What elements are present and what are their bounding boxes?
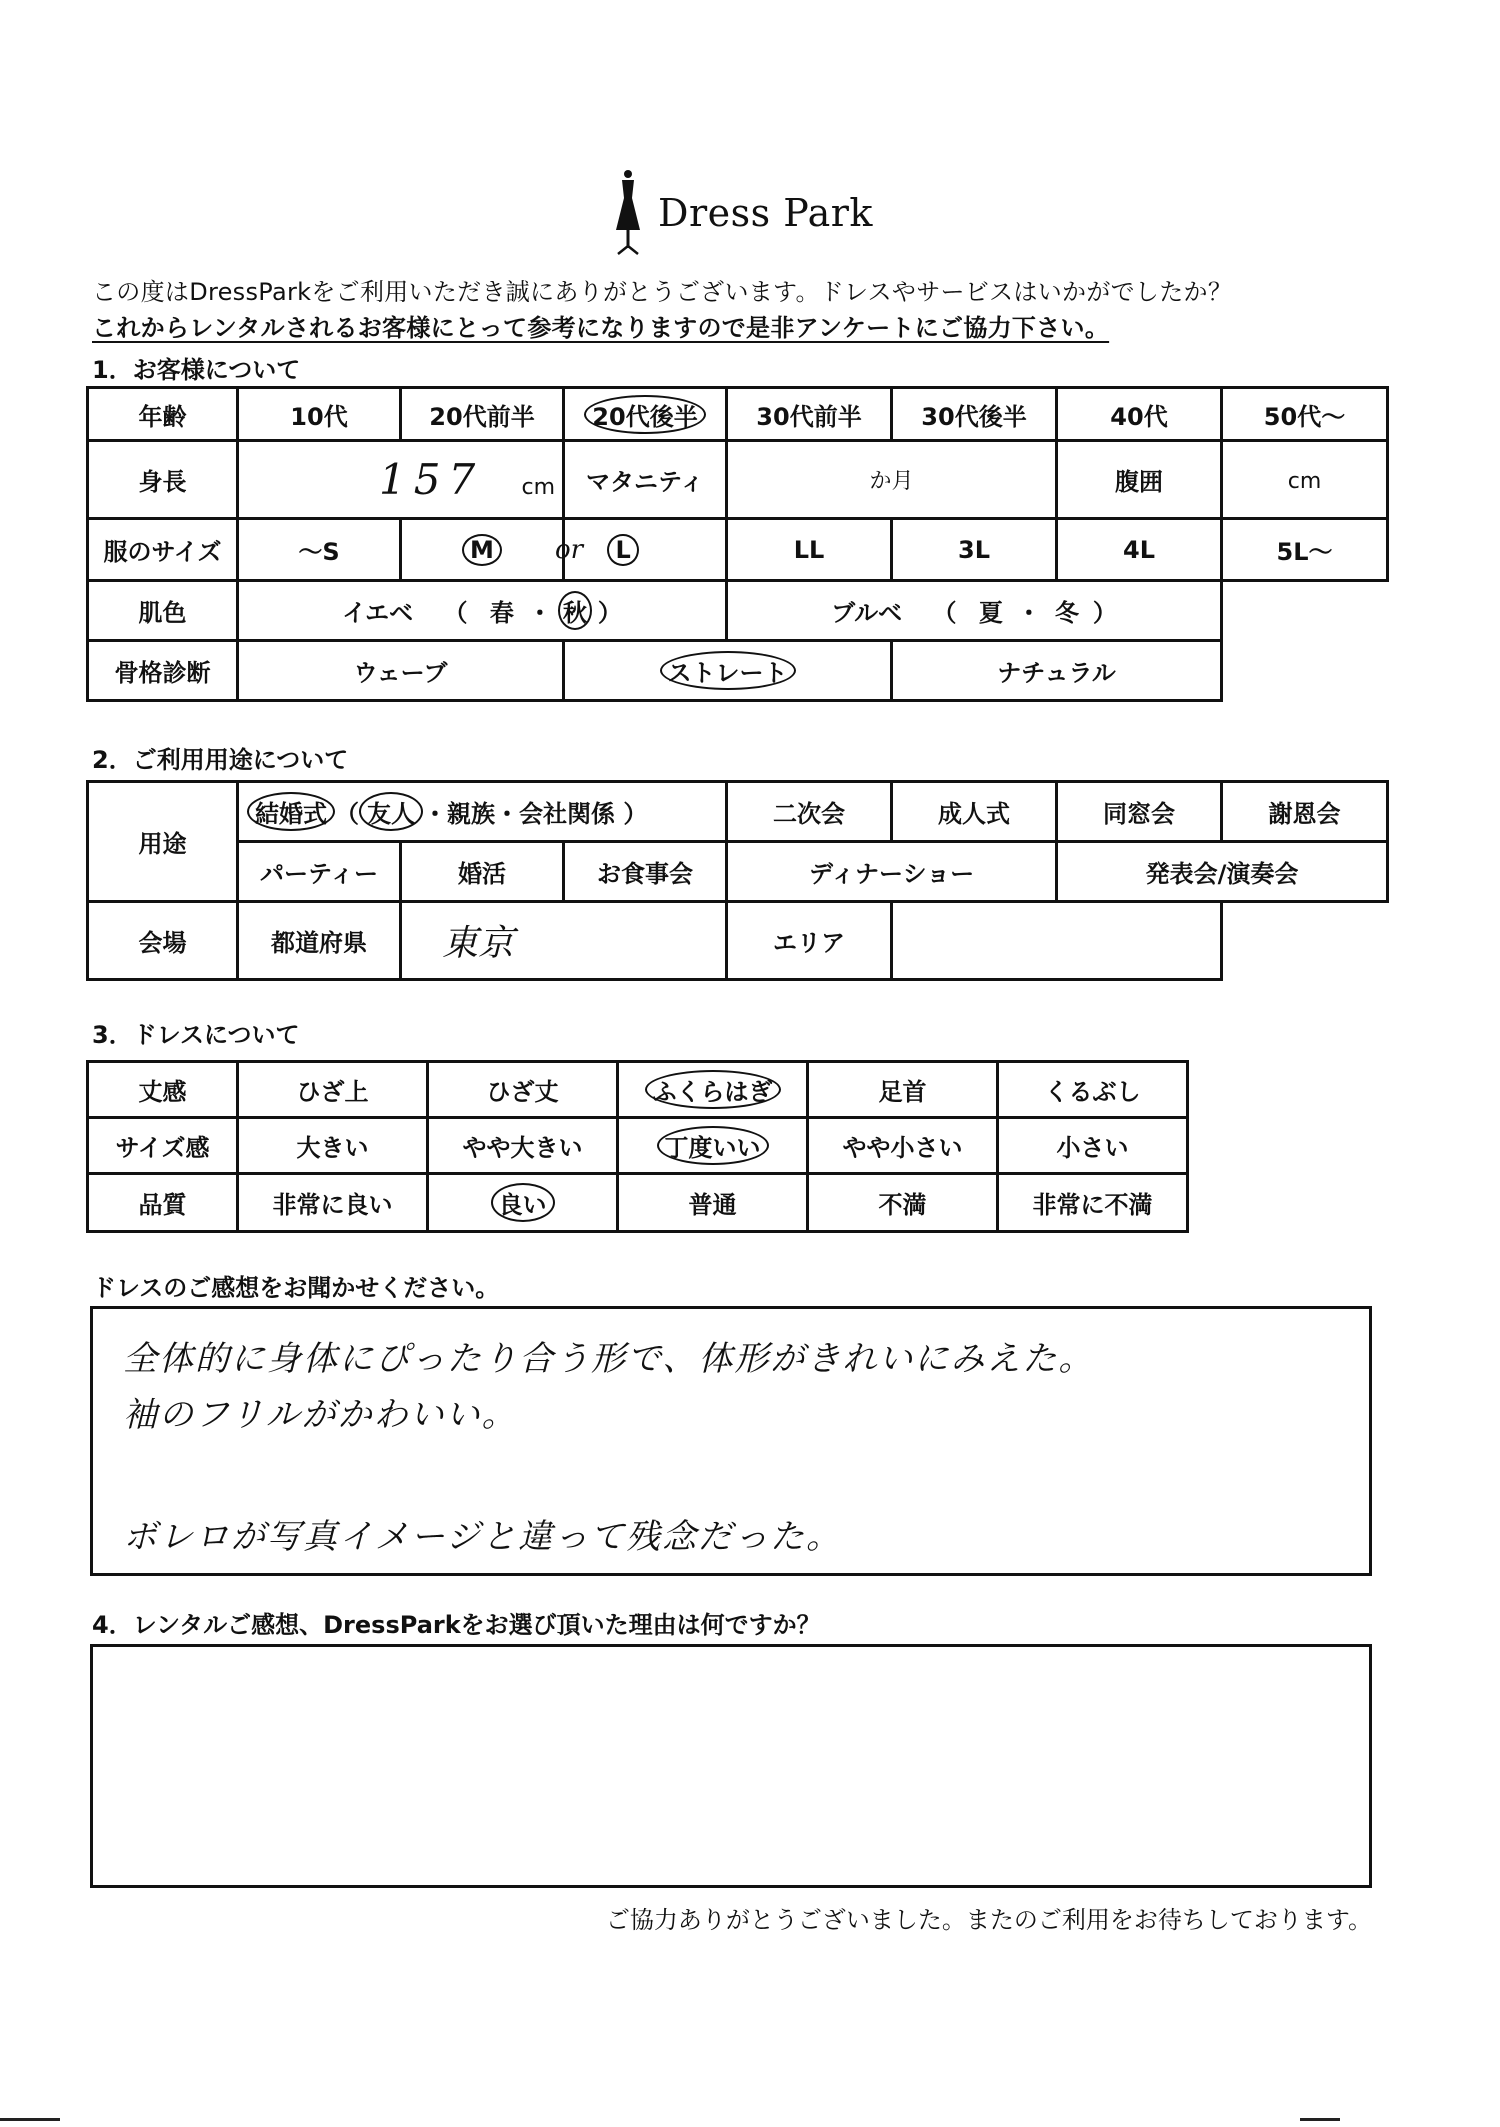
wedding-option[interactable]: 結婚式 （ 友人 ・親族・会社関係 ） <box>238 782 727 842</box>
maternity-months-field[interactable] <box>727 441 1057 519</box>
blue-base: ブルベ <box>831 599 903 627</box>
age-option-selected[interactable] <box>564 388 727 441</box>
age-option[interactable]: 30代前半 <box>727 388 892 441</box>
dress-comment-box[interactable] <box>90 1306 1372 1576</box>
area-label: エリア <box>727 902 892 980</box>
fit-label: サイズ感 <box>88 1118 238 1174</box>
dress-form-icon <box>610 168 646 258</box>
purpose-option[interactable]: 発表会/演奏会 <box>1057 842 1388 902</box>
frame-option[interactable]: ウェーブ <box>238 641 564 701</box>
purpose-option[interactable]: パーティー <box>238 842 401 902</box>
prefecture-label: 都道府県 <box>238 902 401 980</box>
comment-line: 全体的に身体にぴったり合う形で、体形がきれいにみえた。 <box>123 1339 1095 1379</box>
size-option[interactable]: 4L <box>1057 519 1222 581</box>
height-value: 157 <box>379 455 484 504</box>
dress-table <box>86 1060 1189 1233</box>
selection-circle: 20代後半 <box>584 395 705 434</box>
spring: 春 <box>489 599 514 627</box>
age-option[interactable]: 10代 <box>238 388 401 441</box>
months-unit: か月 <box>869 469 914 494</box>
length-option[interactable]: くるぶし <box>998 1062 1188 1118</box>
skin-label: 肌色 <box>88 581 238 641</box>
quality-option[interactable]: 非常に不満 <box>998 1174 1188 1232</box>
age-option[interactable]: 40代 <box>1057 388 1222 441</box>
venue-label: 会場 <box>88 902 238 980</box>
height-unit: cm <box>521 475 556 500</box>
wedding-relations: ・親族・会社関係 ） <box>423 800 648 828</box>
purpose-option[interactable]: 謝恩会 <box>1222 782 1388 842</box>
comment-line: 袖のフリルがかわいい。 <box>123 1395 518 1435</box>
summer: 夏 <box>978 599 1003 627</box>
selection-circle: ふくらはぎ <box>645 1070 781 1109</box>
size-option[interactable]: 5L～ <box>1222 519 1388 581</box>
section-4-title: 4．レンタルご感想、DressParkをお選び頂いた理由は何ですか？ <box>92 1611 821 1639</box>
winter: 冬 <box>1054 599 1079 627</box>
logo-text: Dress Park <box>658 190 873 235</box>
dress-comment-title: ドレスのご感想をお聞かせください。 <box>92 1274 500 1302</box>
scan-mark <box>0 2118 60 2121</box>
height-field[interactable] <box>238 441 564 519</box>
frame-option-selected[interactable] <box>564 641 892 701</box>
purpose-option[interactable]: 婚活 <box>401 842 564 902</box>
comment-line: ボレロが写真イメージと違って残念だった。 <box>123 1517 842 1557</box>
customer-table <box>86 386 1389 702</box>
fit-option-selected[interactable] <box>618 1118 808 1174</box>
skin-yellow-option[interactable]: イエベ （ 春 ・ 秋 ） <box>238 581 727 641</box>
skin-blue-option[interactable]: ブルベ （ 夏 ・ 冬 ） <box>727 581 1222 641</box>
maternity-label: マタニティ <box>564 441 727 519</box>
section-2-title: 2．ご利用用途について <box>92 746 349 774</box>
quality-option[interactable]: 不満 <box>808 1174 998 1232</box>
prefecture-field[interactable] <box>401 902 727 980</box>
age-option[interactable]: 20代前半 <box>401 388 564 441</box>
fit-option[interactable]: 大きい <box>238 1118 428 1174</box>
length-option[interactable]: ひざ上 <box>238 1062 428 1118</box>
length-option[interactable]: ひざ丈 <box>428 1062 618 1118</box>
selection-circle: 結婚式 <box>247 792 335 831</box>
frame-option[interactable]: ナチュラル <box>892 641 1222 701</box>
size-option[interactable]: LL <box>727 519 892 581</box>
size-option-selected[interactable] <box>401 519 564 581</box>
purpose-option[interactable]: 同窓会 <box>1057 782 1222 842</box>
purpose-option[interactable]: ディナーショー <box>727 842 1057 902</box>
size-option-selected[interactable] <box>555 519 727 581</box>
selection-circle: 秋 <box>558 591 592 630</box>
intro-request: これからレンタルされるお客様にとって参考になりますので是非アンケートにご協力下さい。 <box>92 314 1110 342</box>
section-3-title: 3．ドレスについて <box>92 1021 300 1049</box>
age-option[interactable]: 30代後半 <box>892 388 1057 441</box>
section-1-title: 1．お客様について <box>92 356 301 384</box>
waist-field[interactable] <box>1222 441 1388 519</box>
rental-comment-box[interactable] <box>90 1644 1372 1888</box>
intro-line: この度はDressParkをご利用いただき誠にありがとうございます。ドレスやサービスはいかがでしたか？ <box>92 278 1233 306</box>
dresspark-logo <box>610 165 873 260</box>
size-option[interactable]: ～S <box>238 519 401 581</box>
quality-option-selected[interactable] <box>428 1174 618 1232</box>
yellow-base: イエベ <box>342 599 414 627</box>
frame-label: 骨格診断 <box>88 641 238 701</box>
purpose-label: 用途 <box>88 782 238 902</box>
purpose-option[interactable]: 成人式 <box>892 782 1057 842</box>
length-option-selected[interactable] <box>618 1062 808 1118</box>
height-label: 身長 <box>88 441 238 519</box>
purpose-option[interactable]: 二次会 <box>727 782 892 842</box>
selection-circle: M <box>462 534 502 566</box>
age-label: 年齢 <box>88 388 238 441</box>
selection-circle: 友人 <box>359 792 423 831</box>
size-label: 服のサイズ <box>88 519 238 581</box>
fit-option[interactable]: やや小さい <box>808 1118 998 1174</box>
waist-unit: cm <box>1287 468 1322 494</box>
size-option[interactable]: 3L <box>892 519 1057 581</box>
selection-circle: ストレート <box>660 651 796 690</box>
quality-option[interactable]: 非常に良い <box>238 1174 428 1232</box>
selection-circle: L <box>607 534 638 566</box>
purpose-option[interactable]: お食事会 <box>564 842 727 902</box>
selection-circle: 良い <box>491 1183 555 1222</box>
fit-option[interactable]: 小さい <box>998 1118 1188 1174</box>
purpose-table <box>86 780 1389 981</box>
length-label: 丈感 <box>88 1062 238 1118</box>
waist-label: 腹囲 <box>1057 441 1222 519</box>
prefecture-value: 東京 <box>442 923 515 964</box>
quality-option[interactable]: 普通 <box>618 1174 808 1232</box>
thanks-message: ご協力ありがとうございました。またのご利用をお待ちしております。 <box>605 1906 1372 1934</box>
or-note: or <box>555 534 584 565</box>
selection-circle: 丁度いい <box>657 1126 769 1165</box>
quality-label: 品質 <box>88 1174 238 1232</box>
scan-mark <box>1300 2118 1340 2121</box>
fit-option[interactable]: やや大きい <box>428 1118 618 1174</box>
area-field[interactable] <box>892 902 1222 980</box>
age-option[interactable]: 50代～ <box>1222 388 1388 441</box>
length-option[interactable]: 足首 <box>808 1062 998 1118</box>
